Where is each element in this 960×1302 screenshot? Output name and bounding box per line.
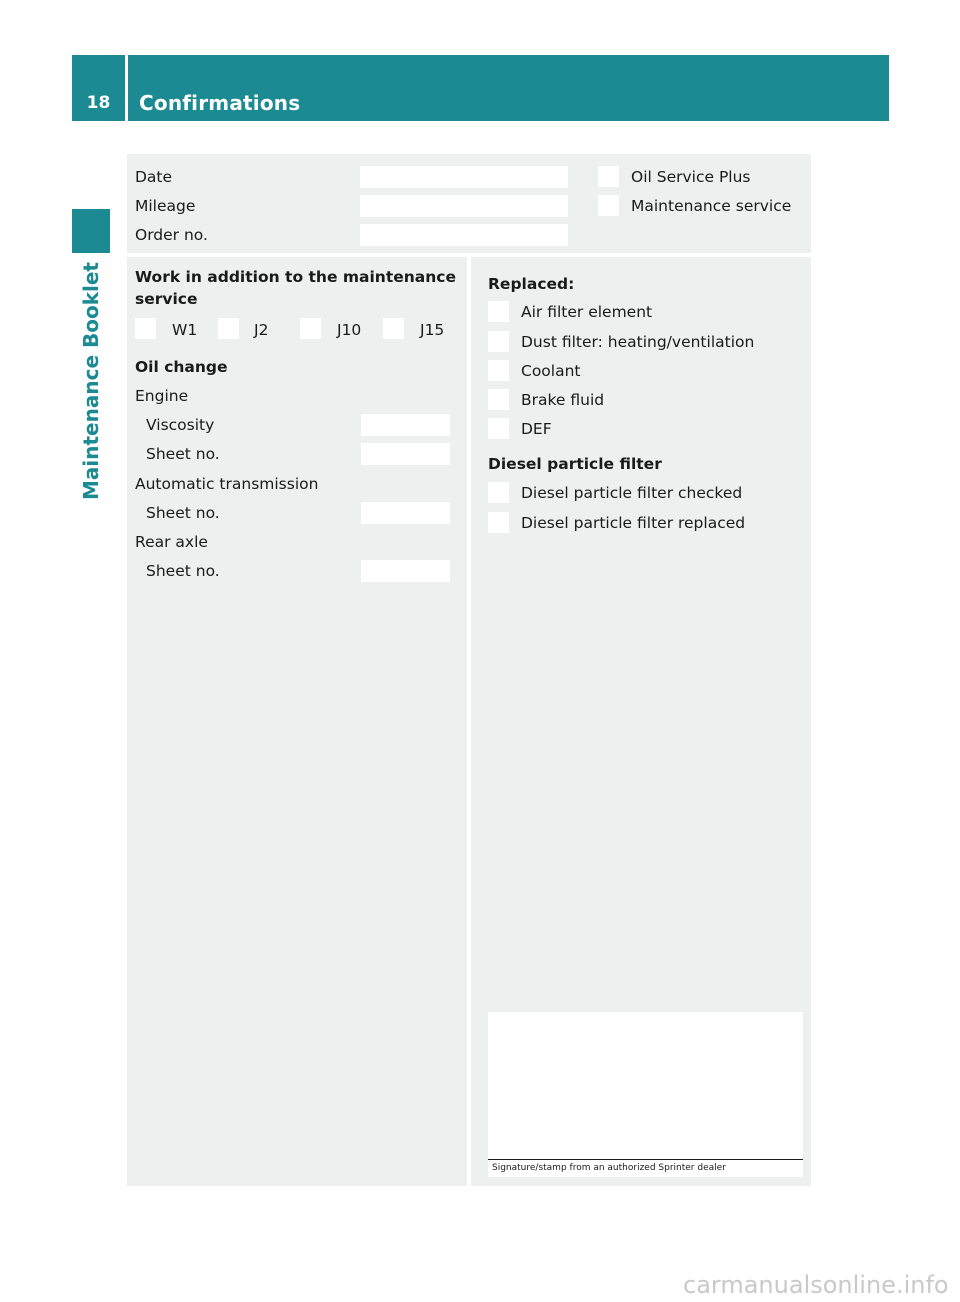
transmission-sheet-label: Sheet no.: [146, 504, 220, 522]
work-w1-checkbox[interactable]: [135, 318, 156, 339]
work-j10-label: J10: [337, 321, 362, 339]
additional-work-title-line2: service: [135, 290, 198, 308]
engine-sheet-label: Sheet no.: [146, 445, 220, 463]
dust-filter-label: Dust filter: heating/ventilation: [521, 333, 755, 351]
engine-sheet-field[interactable]: [361, 443, 450, 465]
dust-filter-checkbox[interactable]: [488, 331, 509, 352]
dpf-title: Diesel particle filter: [488, 455, 662, 473]
work-j10-checkbox[interactable]: [300, 318, 321, 339]
def-checkbox[interactable]: [488, 418, 509, 439]
dpf-replaced-label: Diesel particle filter replaced: [521, 514, 746, 532]
work-w1-label: W1: [172, 321, 198, 339]
signature-stamp-area[interactable]: [488, 1012, 803, 1177]
page-title: Confirmations: [139, 91, 301, 115]
rear-axle-sheet-field[interactable]: [361, 560, 450, 582]
engine-label: Engine: [135, 387, 189, 405]
replaced-title: Replaced:: [488, 275, 575, 293]
maintenance-service-label: Maintenance service: [631, 197, 792, 215]
section-side-label-text: Maintenance Booklet: [79, 262, 103, 500]
maintenance-service-checkbox[interactable]: [598, 195, 619, 216]
rear-axle-label: Rear axle: [135, 533, 208, 551]
coolant-checkbox[interactable]: [488, 360, 509, 381]
coolant-label: Coolant: [521, 362, 581, 380]
work-j15-checkbox[interactable]: [383, 318, 404, 339]
additional-work-title-line1: Work in addition to the maintenance: [135, 268, 456, 286]
section-tab-marker: [72, 209, 110, 253]
date-label: Date: [135, 168, 173, 186]
brake-fluid-checkbox[interactable]: [488, 389, 509, 410]
section-side-label: [72, 262, 110, 500]
transmission-sheet-field[interactable]: [361, 502, 450, 524]
page-number: 18: [86, 93, 111, 113]
automatic-transmission-label: Automatic transmission: [135, 475, 319, 493]
watermark-text: carmanualsonline.info: [683, 1271, 949, 1299]
dpf-checked-checkbox[interactable]: [488, 482, 509, 503]
oil-service-plus-label: Oil Service Plus: [631, 168, 751, 186]
mileage-label: Mileage: [135, 197, 196, 215]
engine-viscosity-field[interactable]: [361, 414, 450, 436]
air-filter-checkbox[interactable]: [488, 301, 509, 322]
def-label: DEF: [521, 420, 552, 438]
order-number-field[interactable]: [360, 224, 568, 246]
oil-change-title: Oil change: [135, 358, 228, 376]
signature-caption: Signature/stamp from an authorized Sprinter dealer: [492, 1163, 726, 1173]
order-number-label: Order no.: [135, 226, 208, 244]
air-filter-label: Air filter element: [521, 303, 653, 321]
work-j15-label: J15: [420, 321, 445, 339]
brake-fluid-label: Brake fluid: [521, 391, 605, 409]
mileage-field[interactable]: [360, 195, 568, 217]
dpf-replaced-checkbox[interactable]: [488, 512, 509, 533]
work-j2-label: J2: [254, 321, 269, 339]
date-field[interactable]: [360, 166, 568, 188]
engine-viscosity-label: Viscosity: [146, 416, 215, 434]
rear-axle-sheet-label: Sheet no.: [146, 562, 220, 580]
oil-service-plus-checkbox[interactable]: [598, 166, 619, 187]
header-divider: [125, 55, 128, 121]
dpf-checked-label: Diesel particle filter checked: [521, 484, 743, 502]
work-j2-checkbox[interactable]: [218, 318, 239, 339]
signature-line: [488, 1159, 803, 1160]
